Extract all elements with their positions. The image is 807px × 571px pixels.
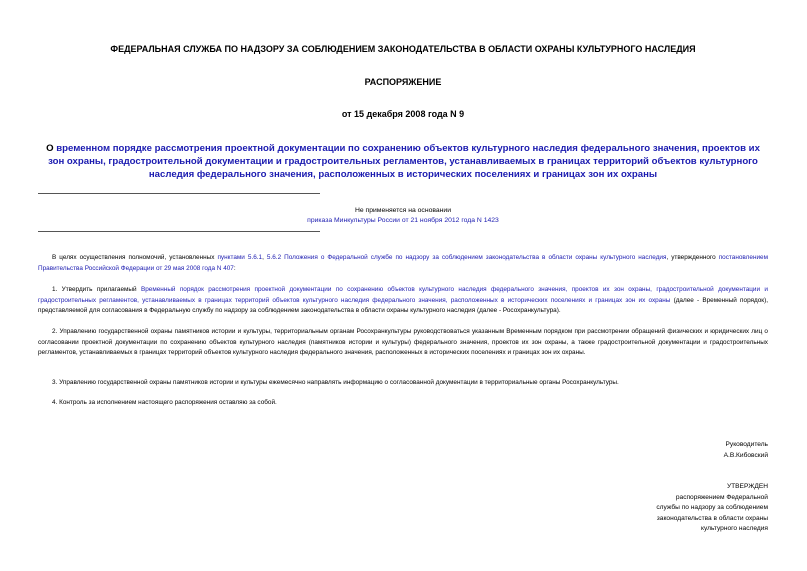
paragraph-2	[38, 327, 768, 359]
preamble-text-1: В целях осуществления полномочий, установленных	[52, 254, 218, 261]
divider-bottom	[38, 231, 320, 232]
divider-top	[38, 193, 320, 194]
approval-line: службы по надзору за соблюдением	[656, 504, 768, 512]
preamble-link-items[interactable]: пунктами 5.6.1	[217, 254, 263, 261]
status-note-link[interactable]: приказа Минкультуры России от 21 ноября 2012 года N 1423	[307, 217, 499, 224]
title-prefix: О	[46, 143, 57, 154]
paragraph-1	[38, 285, 768, 317]
approval-line: распоряжением Федеральной	[675, 493, 768, 501]
signature-name: А.В.Кибовский	[723, 451, 768, 459]
paragraph-1-text-2: (далее - Временный порядок), представляемой для согласования в Федеральную службу по надзору за соблюдением законодательства в области охраны культурного наследия (далее - Росохранкультура).	[38, 296, 768, 315]
status-note	[38, 206, 768, 226]
paragraph-1-text-1: 1. Утвердить прилагаемый	[52, 286, 141, 293]
paragraph-3-text: 3. Управлению государственной охраны памятников истории и культуры ежемесячно направлять информацию о согласованной документации в территориальные органы Росохранкультуры.	[52, 379, 619, 386]
status-note-text: Не применяется на основании	[354, 207, 452, 214]
document-date-number: от 15 декабря 2008 года N 9	[341, 109, 465, 119]
temporary-procedure-link[interactable]: Временный порядок рассмотрения проектной документации по сохранению объектов культурного наследия федерального значения, проектов их зон охраны, градостроительной документации и градостроительных регламентов, устанавливаемых в границах территорий объектов культурного наследия федерального значения, расположенных в исторических поселениях и границах зон их охраны	[38, 286, 768, 304]
approval-line: культурного наследия	[700, 525, 768, 533]
paragraph-4-text: 4. Контроль за исполнением настоящего распоряжения оставляю за собой.	[52, 399, 277, 406]
approval-block	[656, 482, 768, 535]
preamble-link-decree[interactable]: постановлением Правительства Российской Федерации от 29 мая 2008 года N 407	[38, 254, 768, 272]
preamble-text-2: ,	[262, 254, 267, 261]
title-link[interactable]: временном порядке рассмотрения проектной документации по сохранению объектов культурного наследия федерального значения, проектов их зон охраны, градостроительной документации и градостроительных регламентов, устанавливаемых в границах территорий объектов культурного наследия федерального значения, расположенных в исторических поселениях и границах зон их охраны	[48, 143, 760, 180]
document-title	[38, 142, 768, 181]
document-type: РАСПОРЯЖЕНИЕ	[364, 77, 442, 87]
agency-heading: ФЕДЕРАЛЬНАЯ СЛУЖБА ПО НАДЗОРУ ЗА СОБЛЮДЕНИЕМ ЗАКОНОДАТЕЛЬСТВА В ОБЛАСТИ ОХРАНЫ КУЛЬТУРНОГО НАСЛЕДИЯ	[110, 44, 696, 54]
paragraph-2-text: 2. Управлению государственной охраны памятников истории и культуры, территориальным органам Росохранкультуры руководствоваться указанным Временным порядком при рассмотрении обращений физических и юридических лиц о согласовании проектной документации по сохранению объектов культурного наследия (памятников истории и культуры) федерального значения, проектов их зон охраны, а также градостроительной документации и градостроительных регламентов, устанавливаемых в границах территорий объектов культурного наследия федерального значения, расположенных в исторических поселениях и границах зон их охраны.	[38, 328, 768, 357]
signature-position: Руководитель	[725, 441, 768, 448]
signature-block	[724, 440, 768, 461]
preamble-paragraph	[38, 253, 768, 274]
paragraph-4	[38, 398, 768, 409]
preamble-text-4: :	[233, 264, 236, 272]
preamble-link-regulation[interactable]: 5.6.2 Положения о Федеральной службе по надзору за соблюдением законодательства в области охраны культурного наследия	[266, 254, 667, 261]
approval-line: законодательства в области охраны	[656, 514, 768, 522]
approval-heading: УТВЕРЖДЕН	[726, 483, 768, 490]
paragraph-3	[38, 378, 768, 389]
preamble-text-3: , утвержденного	[666, 254, 719, 261]
